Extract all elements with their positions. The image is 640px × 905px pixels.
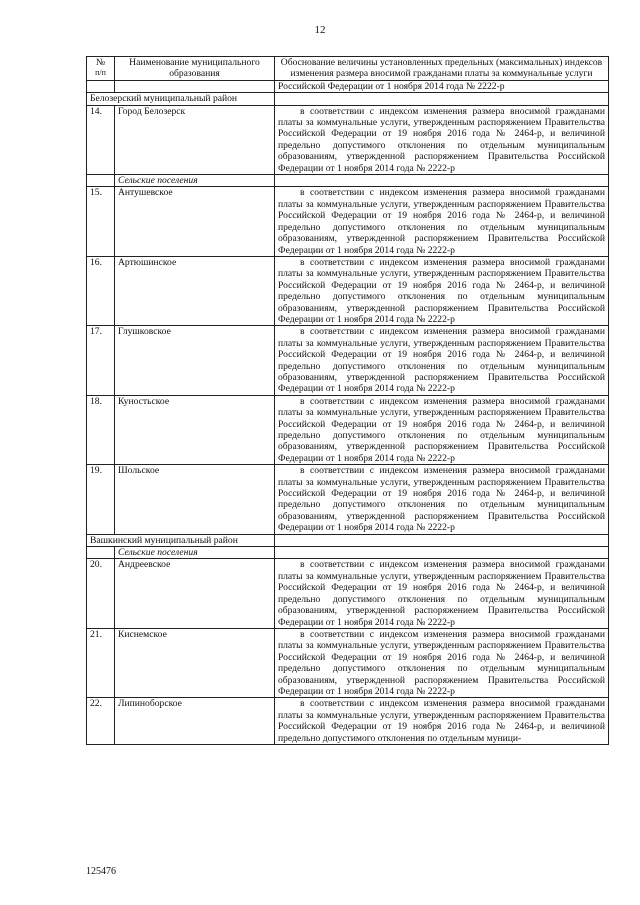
cell-empty xyxy=(275,175,609,187)
justification-cell: в соответствии с индексом изменения размера вносимой гражданами платы за коммунальные услуги, утвержденным распоряжением Правительства Российской Федерации от 19 ноября 2016 года № 2464-р, и величиной предельно допустимого отклонения по отдельным муниципальным образованиям, утвержденной распоряжением Правительства Российской Федерации от 1 ноября 2014 года № 2222-р xyxy=(275,187,609,256)
subheading: Сельские поселения xyxy=(115,547,275,559)
municipality-name: Липиноборское xyxy=(115,698,275,745)
row-number: 19. xyxy=(87,465,115,534)
cell-empty xyxy=(275,547,609,559)
header-number-abbr: п/п xyxy=(95,68,106,78)
cell-empty xyxy=(87,175,115,187)
header-justification: Обоснование величины установленных предельных (максимальных) индексов изменения размера вносимой гражданами платы за коммунальные услуги xyxy=(275,57,609,81)
justification-cell: в соответствии с индексом изменения размера вносимой гражданами платы за коммунальные услуги, утвержденным распоряжением Правительства Российской Федерации от 19 ноября 2016 года № 2464-р, и величиной предельно допустимого отклонения по отдельным муниципальным образованиям, утвержденной распоряжением Правительства Российской Федерации от 1 ноября 2014 года № 2222-р xyxy=(275,395,609,464)
subheading-row xyxy=(87,547,609,559)
table-row xyxy=(87,628,609,697)
table-row xyxy=(87,187,609,256)
table-row xyxy=(87,698,609,745)
cell-empty xyxy=(87,547,115,559)
cell-empty xyxy=(275,534,609,546)
justification-cell: в соответствии с индексом изменения размера вносимой гражданами платы за коммунальные услуги, утвержденным распоряжением Правительства Российской Федерации от 19 ноября 2016 года № 2464-р, и величиной предельно допустимого отклонения по отдельным муниципальным образованиям, утвержденной распоряжением Правительства Российской Федерации от 1 ноября 2014 года № 2222-р xyxy=(275,559,609,628)
municipality-name: Глушковское xyxy=(115,326,275,395)
row-number: 20. xyxy=(87,559,115,628)
row-number: 17. xyxy=(87,326,115,395)
table-row xyxy=(87,465,609,534)
municipality-name: Киснемское xyxy=(115,628,275,697)
header-number-sign: № xyxy=(95,57,106,68)
table-row xyxy=(87,80,609,92)
municipality-name: Андреевское xyxy=(115,559,275,628)
continuation-cell: Российской Федерации от 1 ноября 2014 года № 2222-р xyxy=(275,80,609,92)
justification-cell: в соответствии с индексом изменения размера вносимой гражданами платы за коммунальные услуги, утвержденным распоряжением Правительства Российской Федерации от 19 ноября 2016 года № 2464-р, и величиной предельно допустимого отклонения по отдельным муниципальным образованиям, утвержденной распоряжением Правительства Российской Федерации от 1 ноября 2014 года № 2222-р xyxy=(275,256,609,325)
district-name: Белозерский муниципальный район xyxy=(87,93,275,105)
justification-cell: в соответствии с индексом изменения размера вносимой гражданами платы за коммунальные услуги, утвержденным распоряжением Правительства Российской Федерации от 19 ноября 2016 года № 2464-р, и величиной предельно допустимого отклонения по отдельным муниципальным образованиям, утвержденной распоряжением Правительства Российской Федерации от 1 ноября 2014 года № 2222-р xyxy=(275,628,609,697)
justification-cell: в соответствии с индексом изменения размера вносимой гражданами платы за коммунальные услуги, утвержденным распоряжением Правительства Российской Федерации от 19 ноября 2016 года № 2464-р, и величиной предельно допустимого отклонения по отдельным муниципальным образованиям, утвержденной распоряжением Правительства Российской Федерации от 1 ноября 2014 года № 2222-р xyxy=(275,326,609,395)
row-number: 14. xyxy=(87,105,115,174)
header-municipality: Наименование муниципального образования xyxy=(115,57,275,81)
subheading: Сельские поселения xyxy=(115,175,275,187)
municipality-name: Артюшинское xyxy=(115,256,275,325)
row-number: 21. xyxy=(87,628,115,697)
justification-cell: в соответствии с индексом изменения размера вносимой гражданами платы за коммунальные услуги, утвержденным распоряжением Правительства Российской Федерации от 19 ноября 2016 года № 2464-р, и величиной предельно допустимого отклонения по отдельным муниципальным образованиям, утвержденной распоряжением Правительства Российской Федерации от 1 ноября 2014 года № 2222-р xyxy=(275,465,609,534)
municipality-name: Город Белозерск xyxy=(115,105,275,174)
indices-table xyxy=(86,56,609,745)
table-row xyxy=(87,326,609,395)
district-row xyxy=(87,93,609,105)
table-row xyxy=(87,256,609,325)
row-number: 16. xyxy=(87,256,115,325)
table-header-row xyxy=(87,57,609,81)
district-name: Вашкинский муниципальный район xyxy=(87,534,275,546)
document-code: 125476 xyxy=(86,866,116,877)
justification-cell: в соответствии с индексом изменения размера вносимой гражданами платы за коммунальные услуги, утвержденным распоряжением Правительства Российской Федерации от 19 ноября 2016 года № 2464-р, и величиной предельно допустимого отклонения по отдельным муниципальным образованиям, утвержденной распоряжением Правительства Российской Федерации от 1 ноября 2014 года № 2222-р xyxy=(275,105,609,174)
table-row xyxy=(87,105,609,174)
justification-cell: в соответствии с индексом изменения размера вносимой гражданами платы за коммунальные услуги, утвержденным распоряжением Правительства Российской Федерации от 19 ноября 2016 года № 2464-р, и величиной предельно допустимого отклонения по отдельным муници- xyxy=(275,698,609,745)
page-number: 12 xyxy=(314,24,326,36)
municipality-name: Шольское xyxy=(115,465,275,534)
table-row xyxy=(87,559,609,628)
header-number xyxy=(87,57,115,81)
district-row xyxy=(87,534,609,546)
cell-empty xyxy=(115,80,275,92)
row-number: 18. xyxy=(87,395,115,464)
municipality-name: Антушевское xyxy=(115,187,275,256)
table-row xyxy=(87,395,609,464)
row-number: 22. xyxy=(87,698,115,745)
cell-empty xyxy=(275,93,609,105)
row-number: 15. xyxy=(87,187,115,256)
subheading-row xyxy=(87,175,609,187)
cell-empty xyxy=(87,80,115,92)
municipality-name: Куностьское xyxy=(115,395,275,464)
